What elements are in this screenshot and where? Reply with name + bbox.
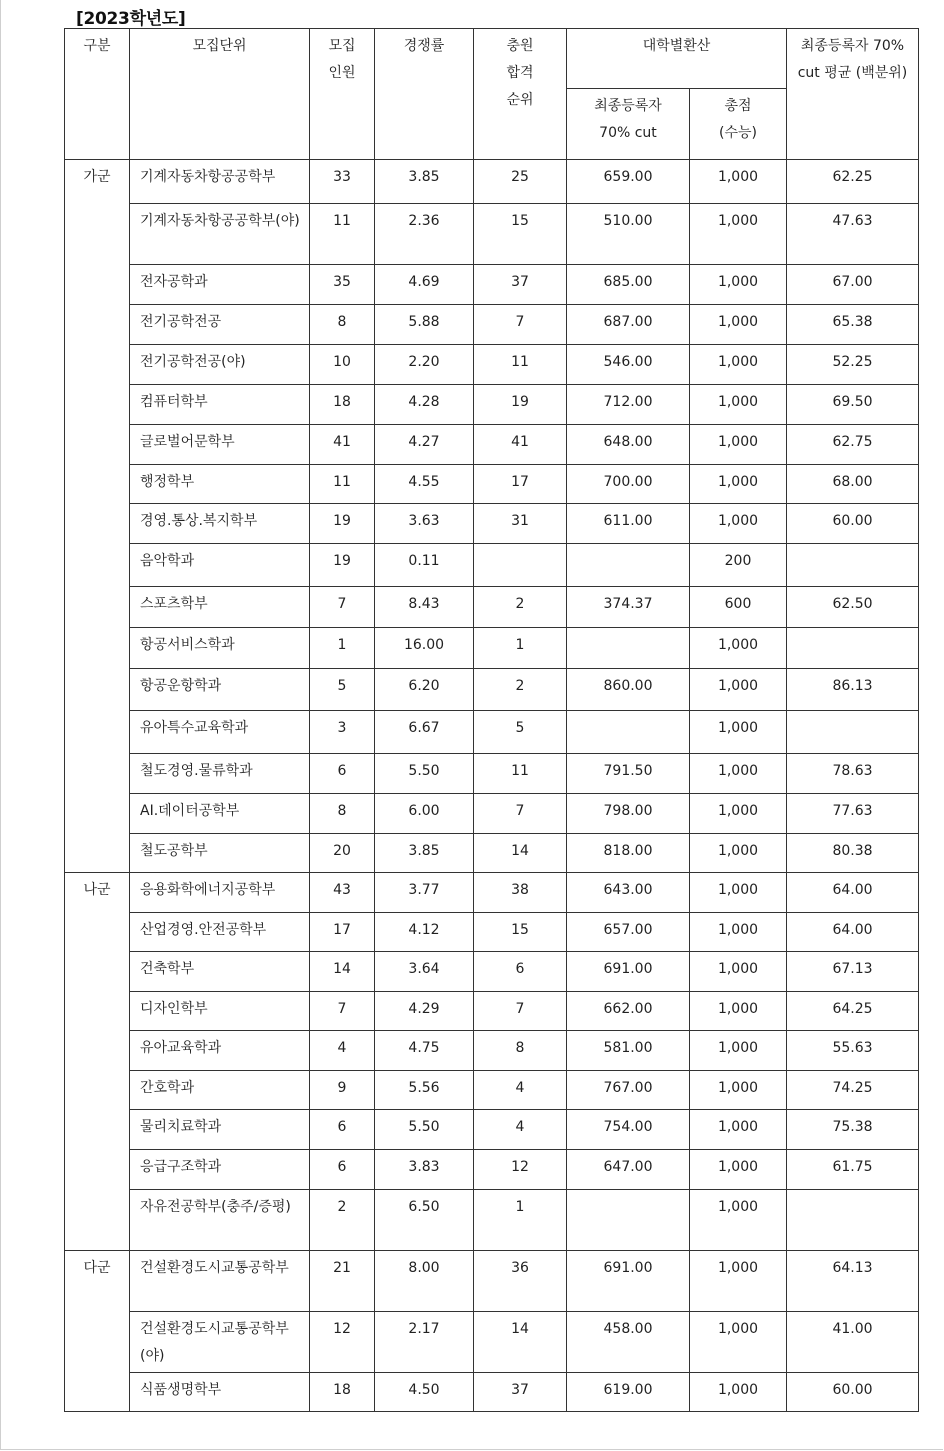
unit-cell: 항공서비스학과 [130,628,310,669]
unit-cell: 기계자동차항공공학부 [130,160,310,204]
rank-cell: 2 [474,587,567,628]
page-title: [2023학년도] [76,9,186,29]
cut70-cell: 691.00 [567,952,690,992]
total-cell: 1,000 [690,992,787,1031]
unit-cell: 자유전공학부(충주/증평) [130,1190,310,1251]
average-cell: 67.13 [787,952,919,992]
cut70-cell: 659.00 [567,160,690,204]
unit-cell: 경영.통상.복지학부 [130,504,310,544]
unit-cell: 산업경영.안전공학부 [130,913,310,952]
quota-cell: 7 [310,587,375,628]
average-cell: 60.00 [787,504,919,544]
admission-table [64,28,919,1412]
quota-cell: 3 [310,711,375,754]
unit-cell: 디자인학부 [130,992,310,1031]
average-cell: 77.63 [787,794,919,834]
cut70-cell: 611.00 [567,504,690,544]
average-cell: 64.00 [787,873,919,913]
average-cell: 80.38 [787,834,919,873]
quota-cell: 10 [310,345,375,385]
total-cell: 1,000 [690,1031,787,1071]
rank-cell: 7 [474,794,567,834]
total-cell: 1,000 [690,834,787,873]
unit-cell: 음악학과 [130,544,310,587]
cut70-cell: 581.00 [567,1031,690,1071]
rank-cell: 7 [474,992,567,1031]
total-cell: 1,000 [690,385,787,425]
unit-cell: 항공운항학과 [130,669,310,711]
ratio-cell: 4.28 [375,385,474,425]
total-cell: 1,000 [690,669,787,711]
table-row [65,587,919,628]
category-cell: 다군 [65,1251,130,1412]
unit-cell: 물리치료학과 [130,1110,310,1150]
cut70-cell: 754.00 [567,1110,690,1150]
rank-cell: 6 [474,952,567,992]
average-cell: 78.63 [787,754,919,794]
average-cell: 69.50 [787,385,919,425]
rank-cell: 2 [474,669,567,711]
rank-cell: 14 [474,834,567,873]
average-cell: 75.38 [787,1110,919,1150]
average-cell [787,628,919,669]
total-cell: 1,000 [690,345,787,385]
rank-cell: 19 [474,385,567,425]
rank-cell: 4 [474,1071,567,1110]
table-row [65,834,919,873]
table-row [65,873,919,913]
ratio-cell: 5.50 [375,1110,474,1150]
total-cell: 1,000 [690,1190,787,1251]
unit-cell: 전자공학과 [130,265,310,305]
unit-cell: 응급구조학과 [130,1150,310,1190]
table-row [65,265,919,305]
total-cell: 1,000 [690,1312,787,1373]
total-cell: 1,000 [690,265,787,305]
ratio-cell: 4.27 [375,425,474,465]
header-conversion: 대학별환산 [567,29,787,89]
ratio-cell: 2.36 [375,204,474,265]
cut70-cell: 458.00 [567,1312,690,1373]
cut70-cell: 818.00 [567,834,690,873]
quota-cell: 6 [310,1150,375,1190]
total-cell: 200 [690,544,787,587]
quota-cell: 43 [310,873,375,913]
ratio-cell: 5.50 [375,754,474,794]
rank-cell [474,544,567,587]
ratio-cell: 6.67 [375,711,474,754]
header-quota: 모집인원 [310,29,375,160]
cut70-cell: 643.00 [567,873,690,913]
ratio-cell: 4.50 [375,1373,474,1412]
total-cell: 1,000 [690,952,787,992]
ratio-cell: 3.85 [375,834,474,873]
average-cell: 64.13 [787,1251,919,1312]
quota-cell: 2 [310,1190,375,1251]
average-cell: 64.00 [787,913,919,952]
ratio-cell: 3.63 [375,504,474,544]
ratio-cell: 4.69 [375,265,474,305]
quota-cell: 1 [310,628,375,669]
ratio-cell: 3.64 [375,952,474,992]
average-cell [787,711,919,754]
average-cell: 64.25 [787,992,919,1031]
total-cell: 1,000 [690,628,787,669]
average-cell [787,544,919,587]
total-cell: 1,000 [690,913,787,952]
table-row [65,425,919,465]
average-cell: 61.75 [787,1150,919,1190]
quota-cell: 19 [310,544,375,587]
quota-cell: 6 [310,754,375,794]
unit-cell: AI.데이터공학부 [130,794,310,834]
header-ratio: 경쟁률 [375,29,474,160]
average-cell: 74.25 [787,1071,919,1110]
quota-cell: 21 [310,1251,375,1312]
rank-cell: 11 [474,345,567,385]
table-row [65,669,919,711]
ratio-cell: 8.00 [375,1251,474,1312]
unit-cell: 스포츠학부 [130,587,310,628]
unit-cell: 응용화학에너지공학부 [130,873,310,913]
table-row [65,345,919,385]
table-row [65,544,919,587]
ratio-cell: 3.83 [375,1150,474,1190]
average-cell [787,1190,919,1251]
table-body [65,160,919,1412]
ratio-cell: 6.00 [375,794,474,834]
total-cell: 1,000 [690,1251,787,1312]
header-unit: 모집단위 [130,29,310,160]
cut70-cell: 510.00 [567,204,690,265]
unit-cell: 건설환경도시교통공학부(야) [130,1312,310,1373]
quota-cell: 8 [310,305,375,345]
quota-cell: 41 [310,425,375,465]
average-cell: 55.63 [787,1031,919,1071]
unit-cell: 컴퓨터학부 [130,385,310,425]
unit-cell: 간호학과 [130,1071,310,1110]
category-cell: 나군 [65,873,130,1251]
unit-cell: 건축학부 [130,952,310,992]
unit-cell: 식품생명학부 [130,1373,310,1412]
quota-cell: 20 [310,834,375,873]
average-cell: 67.00 [787,265,919,305]
table-row [65,711,919,754]
header-average: 최종등록자 70% cut 평균 (백분위) [787,29,919,160]
rank-cell: 5 [474,711,567,754]
ratio-cell: 4.55 [375,465,474,504]
quota-cell: 8 [310,794,375,834]
ratio-cell: 5.88 [375,305,474,345]
rank-cell: 7 [474,305,567,345]
quota-cell: 12 [310,1312,375,1373]
total-cell: 1,000 [690,754,787,794]
rank-cell: 41 [474,425,567,465]
ratio-cell: 2.20 [375,345,474,385]
table-row [65,913,919,952]
average-cell: 65.38 [787,305,919,345]
average-cell: 41.00 [787,1312,919,1373]
total-cell: 1,000 [690,711,787,754]
table-row [65,1190,919,1251]
table-row [65,1071,919,1110]
table-row [65,1251,919,1312]
cut70-cell: 648.00 [567,425,690,465]
quota-cell: 11 [310,204,375,265]
quota-cell: 7 [310,992,375,1031]
unit-cell: 기계자동차항공공학부(야) [130,204,310,265]
total-cell: 1,000 [690,465,787,504]
rank-cell: 8 [474,1031,567,1071]
table-row [65,754,919,794]
cut70-cell: 374.37 [567,587,690,628]
ratio-cell: 3.85 [375,160,474,204]
rank-cell: 15 [474,204,567,265]
rank-cell: 37 [474,1373,567,1412]
cut70-cell: 691.00 [567,1251,690,1312]
ratio-cell: 4.29 [375,992,474,1031]
average-cell: 62.25 [787,160,919,204]
quota-cell: 9 [310,1071,375,1110]
category-cell: 가군 [65,160,130,873]
table-row [65,385,919,425]
average-cell: 47.63 [787,204,919,265]
rank-cell: 25 [474,160,567,204]
average-cell: 68.00 [787,465,919,504]
total-cell: 1,000 [690,873,787,913]
table-row [65,1373,919,1412]
table-row [65,160,919,204]
quota-cell: 4 [310,1031,375,1071]
unit-cell: 유아교육학과 [130,1031,310,1071]
ratio-cell: 6.50 [375,1190,474,1251]
ratio-cell: 6.20 [375,669,474,711]
total-cell: 1,000 [690,794,787,834]
ratio-cell: 0.11 [375,544,474,587]
quota-cell: 14 [310,952,375,992]
table-row [65,1031,919,1071]
quota-cell: 6 [310,1110,375,1150]
total-cell: 600 [690,587,787,628]
cut70-cell: 546.00 [567,345,690,385]
quota-cell: 17 [310,913,375,952]
table-row [65,204,919,265]
total-cell: 1,000 [690,504,787,544]
quota-cell: 19 [310,504,375,544]
table-row [65,952,919,992]
table-row [65,992,919,1031]
rank-cell: 31 [474,504,567,544]
header-total: 총점 (수능) [690,89,787,160]
cut70-cell [567,711,690,754]
unit-cell: 철도경영.물류학과 [130,754,310,794]
ratio-cell: 4.75 [375,1031,474,1071]
table-row [65,1150,919,1190]
quota-cell: 35 [310,265,375,305]
total-cell: 1,000 [690,1150,787,1190]
table-row [65,628,919,669]
ratio-cell: 2.17 [375,1312,474,1373]
ratio-cell: 3.77 [375,873,474,913]
quota-cell: 18 [310,1373,375,1412]
unit-cell: 글로벌어문학부 [130,425,310,465]
cut70-cell: 700.00 [567,465,690,504]
rank-cell: 14 [474,1312,567,1373]
ratio-cell: 4.12 [375,913,474,952]
quota-cell: 11 [310,465,375,504]
rank-cell: 11 [474,754,567,794]
rank-cell: 1 [474,1190,567,1251]
rank-cell: 15 [474,913,567,952]
table-row [65,465,919,504]
table-row [65,305,919,345]
cut70-cell [567,1190,690,1251]
total-cell: 1,000 [690,1110,787,1150]
unit-cell: 건설환경도시교통공학부 [130,1251,310,1312]
cut70-cell: 619.00 [567,1373,690,1412]
unit-cell: 유아특수교육학과 [130,711,310,754]
cut70-cell [567,628,690,669]
cut70-cell: 687.00 [567,305,690,345]
cut70-cell: 662.00 [567,992,690,1031]
rank-cell: 4 [474,1110,567,1150]
cut70-cell: 798.00 [567,794,690,834]
cut70-cell: 712.00 [567,385,690,425]
quota-cell: 18 [310,385,375,425]
rank-cell: 38 [474,873,567,913]
header-cut70: 최종등록자 70% cut [567,89,690,160]
total-cell: 1,000 [690,1071,787,1110]
total-cell: 1,000 [690,1373,787,1412]
cut70-cell: 791.50 [567,754,690,794]
rank-cell: 37 [474,265,567,305]
cut70-cell: 647.00 [567,1150,690,1190]
table-row [65,1312,919,1373]
table-row [65,504,919,544]
average-cell: 62.50 [787,587,919,628]
rank-cell: 1 [474,628,567,669]
ratio-cell: 8.43 [375,587,474,628]
quota-cell: 5 [310,669,375,711]
average-cell: 62.75 [787,425,919,465]
average-cell: 60.00 [787,1373,919,1412]
cut70-cell [567,544,690,587]
rank-cell: 17 [474,465,567,504]
quota-cell: 33 [310,160,375,204]
unit-cell: 전기공학전공 [130,305,310,345]
cut70-cell: 860.00 [567,669,690,711]
unit-cell: 행정학부 [130,465,310,504]
rank-cell: 36 [474,1251,567,1312]
cut70-cell: 767.00 [567,1071,690,1110]
unit-cell: 철도공학부 [130,834,310,873]
table-row [65,794,919,834]
total-cell: 1,000 [690,425,787,465]
ratio-cell: 5.56 [375,1071,474,1110]
cut70-cell: 685.00 [567,265,690,305]
cut70-cell: 657.00 [567,913,690,952]
average-cell: 52.25 [787,345,919,385]
total-cell: 1,000 [690,204,787,265]
total-cell: 1,000 [690,160,787,204]
total-cell: 1,000 [690,305,787,345]
ratio-cell: 16.00 [375,628,474,669]
rank-cell: 12 [474,1150,567,1190]
table-row [65,1110,919,1150]
average-cell: 86.13 [787,669,919,711]
header-rank: 충원합격순위 [474,29,567,160]
header-category: 구분 [65,29,130,160]
unit-cell: 전기공학전공(야) [130,345,310,385]
